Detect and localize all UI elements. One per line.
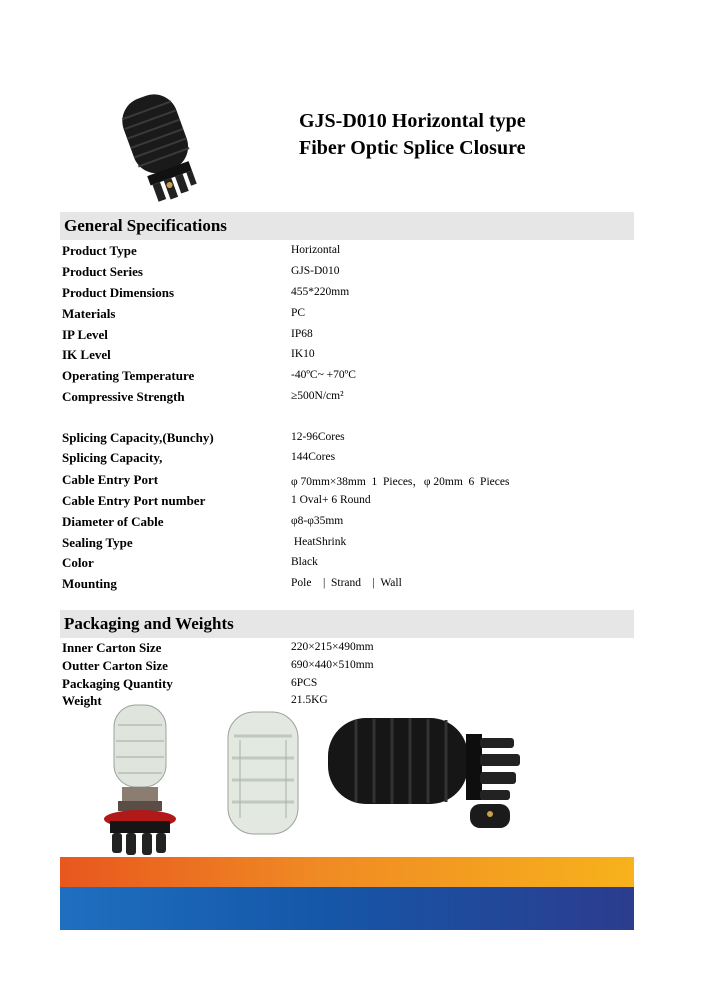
spec-label: Splicing Capacity,(Bunchy) [62, 430, 214, 445]
spec-label: Cable Entry Port [62, 472, 159, 487]
packaging-weights-header [60, 610, 634, 638]
spec-label: Product Type [62, 243, 137, 258]
packaging-row [62, 640, 634, 660]
spec-value: ≥500N/cm² [291, 390, 344, 402]
spec-label: Cable Entry Port number [62, 493, 206, 508]
spec-row [62, 389, 634, 409]
packaging-label: Outter Carton Size [62, 658, 168, 673]
spec-row [62, 514, 634, 534]
spec-value: 12-96Cores [291, 431, 345, 443]
spec-row [62, 243, 634, 263]
spec-row [62, 264, 634, 284]
spec-label: Operating Temperature [62, 368, 195, 383]
spec-label: Product Dimensions [62, 285, 175, 300]
spec-label: Mounting [62, 576, 117, 591]
spec-value: -40ºC~ +70ºC [291, 369, 356, 381]
spec-row [62, 535, 634, 555]
title-line-2: Fiber Optic Splice Closure [299, 137, 526, 159]
spec-row [62, 368, 634, 388]
spec-label: Splicing Capacity, [62, 450, 163, 465]
spec-label: Diameter of Cable [62, 514, 164, 529]
spec-row [62, 576, 634, 596]
spec-row [62, 327, 634, 347]
footer-blue-band [60, 887, 634, 930]
spec-label: Sealing Type [62, 535, 133, 550]
splice-tray-assembly-image [100, 703, 180, 856]
product-closure-image [100, 88, 220, 206]
spec-label: Materials [62, 306, 116, 321]
spec-value: φ8-φ35mm [291, 515, 344, 527]
section-heading: Packaging and Weights [64, 614, 234, 633]
spec-value: 455*220mm [291, 286, 350, 298]
packaging-value: 21.5KG [291, 694, 328, 706]
spec-value: Pole | Strand | Wall [291, 577, 402, 589]
section-heading: General Specifications [64, 216, 227, 235]
spec-row [62, 306, 634, 326]
spec-row [62, 450, 634, 470]
splice-tray-stack-image [218, 708, 308, 838]
spec-label: Compressive Strength [62, 389, 185, 404]
spec-value: 1 Oval+ 6 Round [291, 494, 371, 506]
packaging-label: Inner Carton Size [62, 640, 162, 655]
spec-row [62, 347, 634, 367]
general-specifications-header [60, 212, 634, 240]
footer-orange-band [60, 857, 634, 887]
spec-value: PC [291, 307, 306, 319]
spec-value: GJS-D010 [291, 265, 340, 277]
packaging-label: Weight [62, 693, 102, 708]
spec-value: IK10 [291, 348, 315, 360]
spec-label: IP Level [62, 327, 108, 342]
spec-value: Horizontal [291, 244, 341, 256]
spec-row [62, 285, 634, 305]
spec-label: Color [62, 555, 94, 570]
spec-value: φ 70mm×38mm 1 Pieces，φ 20mm 6 Pieces [291, 476, 510, 488]
title-line-1: GJS-D010 Horizontal type [299, 110, 526, 132]
packaging-value: 6PCS [291, 677, 318, 689]
packaging-row [62, 658, 634, 678]
spec-row [62, 430, 634, 450]
closed-closure-image [320, 710, 525, 835]
spec-value: IP68 [291, 328, 313, 340]
spec-row [62, 493, 634, 513]
spec-label: Product Series [62, 264, 143, 279]
spec-value: Black [291, 556, 318, 568]
page-title [299, 108, 526, 162]
spec-value: HeatShrink [291, 536, 347, 548]
spec-value: 144Cores [291, 451, 336, 463]
packaging-label: Packaging Quantity [62, 676, 173, 691]
spec-row [62, 472, 634, 492]
packaging-value: 690×440×510mm [291, 659, 374, 671]
packaging-value: 220×215×490mm [291, 641, 374, 653]
spec-row [62, 555, 634, 575]
spec-label: IK Level [62, 347, 111, 362]
